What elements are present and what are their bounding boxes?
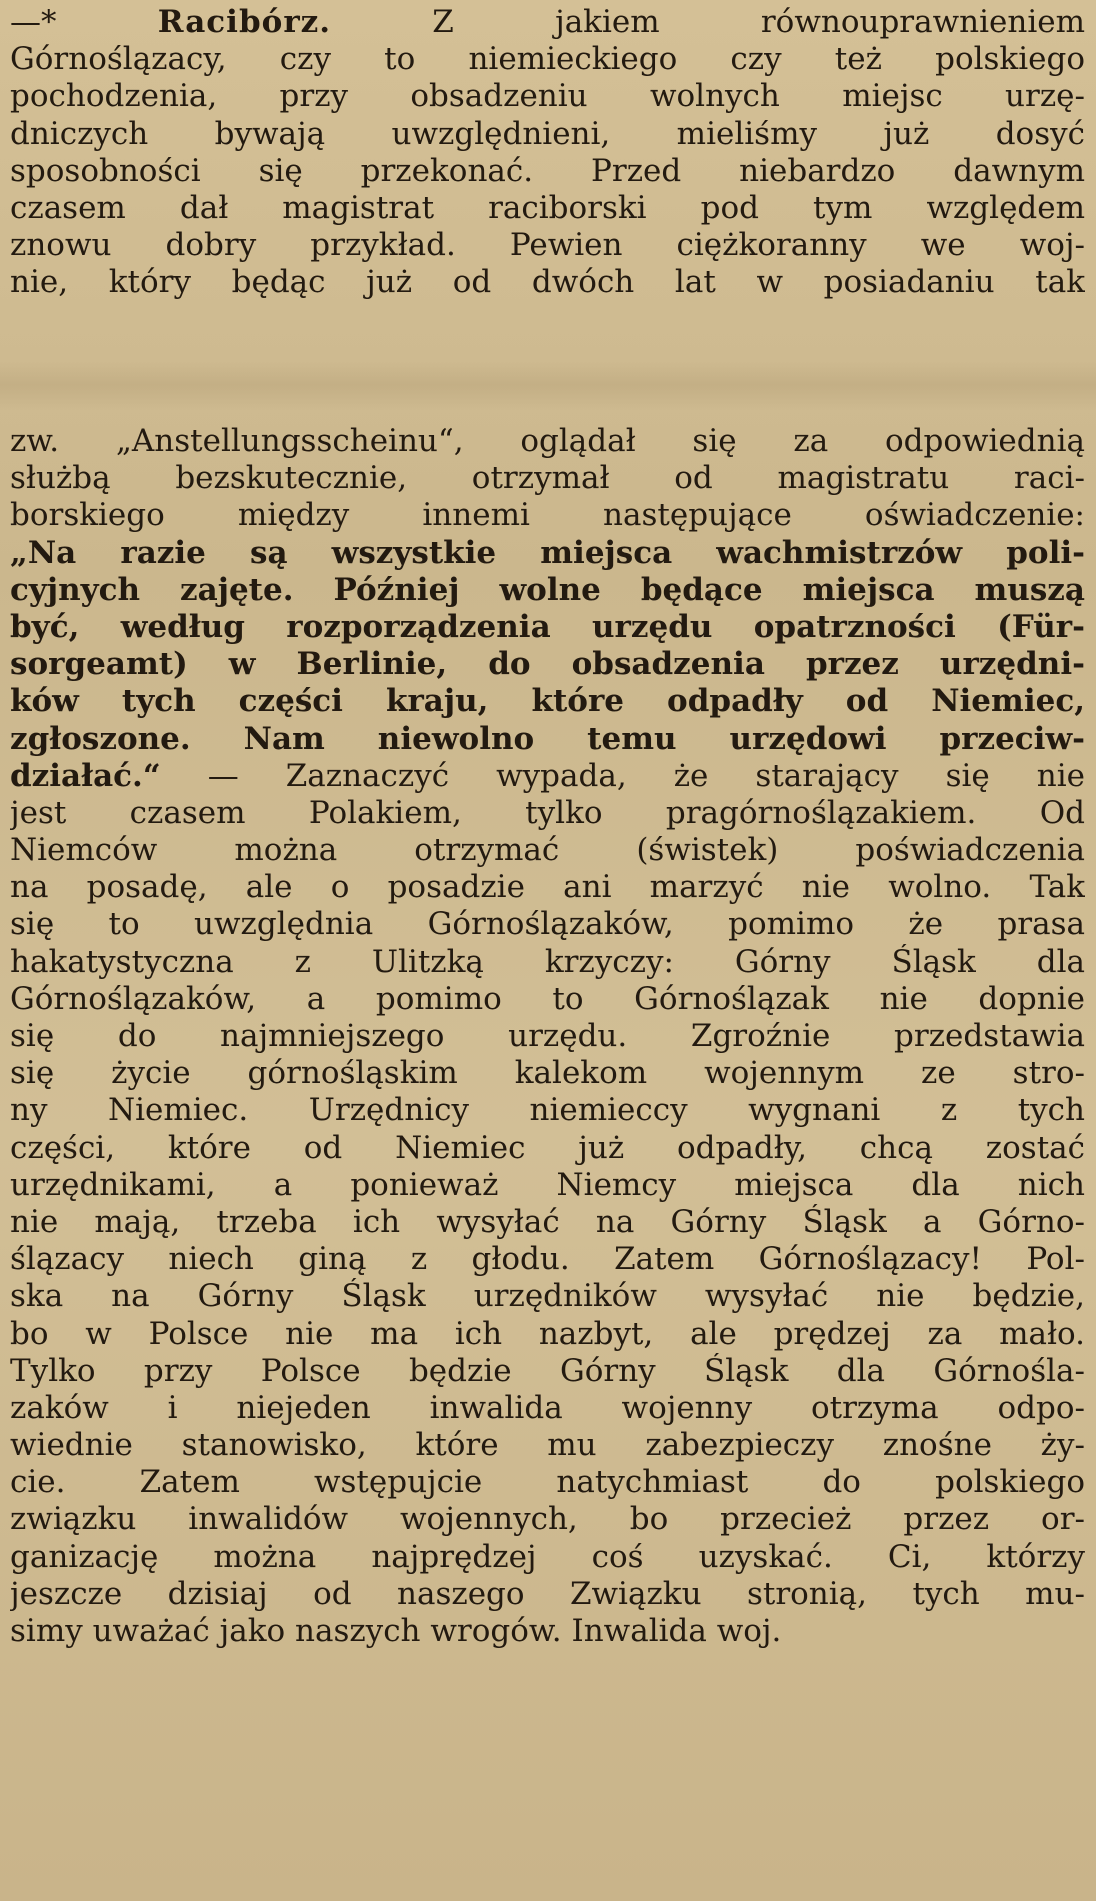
article-line: nie mają, trzeba ich wysyłać na Górny Śląsk a Górno- xyxy=(10,1203,1085,1240)
article-line: simy uważać jako naszych wrogów. Inwalida woj. xyxy=(10,1613,782,1649)
article-line: związku inwalidów wojennych, bo przecież przez or- xyxy=(10,1501,1085,1538)
article-line: części, które od Niemiec już odpadły, chcą zostać xyxy=(10,1129,1085,1166)
article-line: Tylko przy Polsce będzie Górny Śląsk dla Górnośla- xyxy=(10,1352,1085,1389)
article-line: służbą bezskutecznie, otrzymał od magistratu raci- xyxy=(10,460,1085,497)
article-line: ganizację można najprędzej coś uzyskać. Ci, którzy xyxy=(10,1538,1085,1575)
article-line: jeszcze dzisiaj od naszego Związku stronią, tych mu- xyxy=(10,1575,1085,1612)
article-line: hakatystyczna z Ulitzką krzyczy: Górny Śląsk dla xyxy=(10,943,1085,980)
quote-line: „Na razie są wszystkie miejsca wachmistrzów poli- xyxy=(10,534,1085,571)
article-line: na posadę, ale o posadzie ani marzyć nie wolno. Tak xyxy=(10,869,1085,906)
article-line: —* Racibórz. Z jakiem równouprawnieniem xyxy=(10,4,1085,40)
article-line: ślązacy niech giną z głodu. Zatem Górnoślązacy! Pol- xyxy=(10,1241,1085,1278)
article-line: działać.“ — Zaznaczyć wypada, że starający się nie xyxy=(10,757,1085,794)
article-line: dniczych bywają uwzględnieni, mieliśmy już dosyć xyxy=(10,115,1085,152)
article-line: sposobności się przekonać. Przed niebardzo dawnym xyxy=(10,152,1085,189)
quote-line: być, według rozporządzenia urzędu opatrzności (Für- xyxy=(10,608,1085,645)
quote-line: cyjnych zajęte. Później wolne będące miejsca muszą xyxy=(10,571,1085,608)
article-bottom-segment xyxy=(10,423,1085,1650)
article-line: pochodzenia, przy obsadzeniu wolnych miejsc urzę- xyxy=(10,78,1085,115)
article-line: jest czasem Polakiem, tylko pragórnoślązakiem. Od xyxy=(10,794,1085,831)
paper-fold xyxy=(0,360,1096,410)
quote-line: zgłoszone. Nam niewolno temu urzędowi przeciw- xyxy=(10,720,1085,757)
article-line: Niemców można otrzymać (świstek) poświadczenia xyxy=(10,832,1085,869)
article-line: się to uwzględnia Górnoślązaków, pomimo że prasa xyxy=(10,906,1085,943)
quote-line: sorgeamt) w Berlinie, do obsadzenia przez urzędni- xyxy=(10,646,1085,683)
article-line: Górnoślązaków, a pomimo to Górnoślązak nie dopnie xyxy=(10,980,1085,1017)
article-line: cie. Zatem wstępujcie natychmiast do polskiego xyxy=(10,1464,1085,1501)
quote-line: ków tych części kraju, które odpadły od Niemiec, xyxy=(10,683,1085,720)
article-line: borskiego między innemi następujące oświadczenie: xyxy=(10,497,1085,534)
article-line: nie, który będąc już od dwóch lat w posiadaniu tak xyxy=(10,264,1085,301)
article-line: się do najmniejszego urzędu. Zgroźnie przedstawia xyxy=(10,1018,1085,1054)
article-line: Górnoślązacy, czy to niemieckiego czy też polskiego xyxy=(10,41,1085,78)
dateline: Racibórz. xyxy=(157,4,332,40)
article-line: ska na Górny Śląsk urzędników wysyłać nie będzie, xyxy=(10,1278,1085,1315)
quote-end: działać.“ xyxy=(10,757,161,794)
article-top-segment xyxy=(10,4,1085,302)
article-line: ny Niemiec. Urzędnicy niemieccy wygnani z tych xyxy=(10,1092,1085,1129)
article-line: znowu dobry przykład. Pewien ciężkoranny we woj- xyxy=(10,227,1085,264)
article-line: bo w Polsce nie ma ich nazbyt, ale prędzej za mało. xyxy=(10,1315,1085,1352)
article-line: zaków i niejeden inwalida wojenny otrzyma odpo- xyxy=(10,1389,1085,1426)
article-line: czasem dał magistrat raciborski pod tym względem xyxy=(10,189,1085,226)
article-line: wiednie stanowisko, które mu zabezpieczy znośne ży- xyxy=(10,1427,1085,1464)
article-line: urzędnikami, a ponieważ Niemcy miejsca dla nich xyxy=(10,1166,1085,1203)
article-line: się życie górnośląskim kalekom wojennym ze stro- xyxy=(10,1055,1085,1092)
article-line: zw. „Anstellungsscheinu“, oglądał się za odpowiednią xyxy=(10,423,1085,459)
